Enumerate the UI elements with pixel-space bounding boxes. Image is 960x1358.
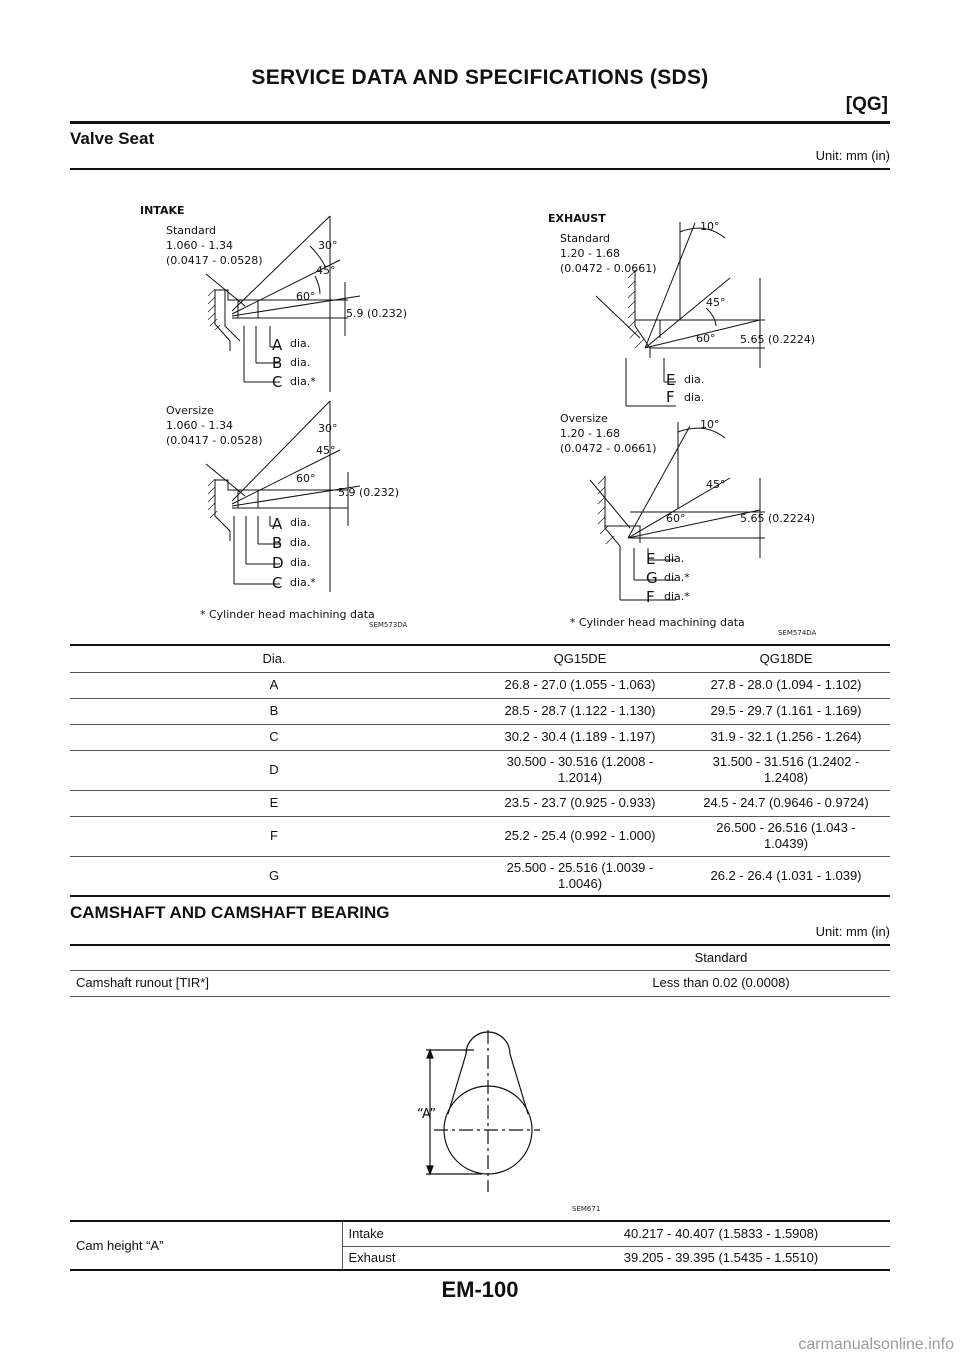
row-label: G <box>70 856 478 896</box>
svg-text:dia.: dia. <box>290 536 311 549</box>
row-value: 31.500 - 31.516 (1.2402 - 1.2408) <box>682 750 890 790</box>
svg-text:60°: 60° <box>666 512 686 525</box>
empty-cell <box>70 946 552 970</box>
page-number: EM-100 <box>441 1277 519 1302</box>
intake-fig-code: SEM573DA <box>369 621 408 629</box>
intake-angle-45: 45° <box>316 264 336 277</box>
cam-fig-code: SEM671 <box>572 1205 601 1213</box>
intake-valve-seat-figure <box>120 196 420 632</box>
row-value: Less than 0.02 (0.0008) <box>552 970 890 996</box>
row-label: Cam height “A” <box>70 1222 342 1270</box>
svg-text:C: C <box>272 373 283 391</box>
intake-oversize-range-in: (0.0417 - 0.0528) <box>166 434 263 447</box>
header-rule <box>70 121 890 124</box>
table-row <box>70 856 890 896</box>
row-value: 27.8 - 28.0 (1.094 - 1.102) <box>682 672 890 698</box>
row-sublabel: Exhaust <box>342 1246 552 1270</box>
row-value: 26.500 - 26.516 (1.043 - 1.0439) <box>682 816 890 856</box>
exhaust-oversize-depth: 5.65 (0.2224) <box>740 512 816 525</box>
row-value: 31.9 - 32.1 (1.256 - 1.264) <box>682 724 890 750</box>
row-value: 28.5 - 28.7 (1.122 - 1.130) <box>478 698 682 724</box>
row-value: 25.500 - 25.516 (1.0039 - 1.0046) <box>478 856 682 896</box>
intake-standard-range-in: (0.0417 - 0.0528) <box>166 254 263 267</box>
svg-text:F: F <box>666 388 675 406</box>
unit-label: Unit: mm (in) <box>815 148 890 163</box>
intake-oversize-depth: 5.9 (0.232) <box>338 486 400 499</box>
row-value: 39.205 - 39.395 (1.5435 - 1.5510) <box>552 1246 890 1270</box>
intake-dia-c: dia.* <box>290 375 316 388</box>
row-value: 29.5 - 29.7 (1.161 - 1.169) <box>682 698 890 724</box>
svg-text:dia.*: dia.* <box>664 590 690 603</box>
svg-text:B: B <box>272 534 283 552</box>
exhaust-oversize-label: Oversize <box>560 412 608 425</box>
row-value: 25.2 - 25.4 (0.992 - 1.000) <box>478 816 682 856</box>
intake-fig-note: * Cylinder head machining data <box>200 608 375 621</box>
svg-text:C: C <box>272 574 283 592</box>
intake-dia-b: dia. <box>290 356 311 369</box>
exhaust-standard-range-in: (0.0472 - 0.0661) <box>560 262 657 275</box>
valve-seat-table <box>70 646 890 897</box>
intake-angle-60: 60° <box>296 290 316 303</box>
table-row <box>70 816 890 856</box>
cam-a-label: “A” <box>417 1107 437 1122</box>
section-title-valve-seat: Valve Seat <box>70 129 155 148</box>
row-value: 26.2 - 26.4 (1.031 - 1.039) <box>682 856 890 896</box>
table-header-row <box>70 646 890 672</box>
cam-height-table <box>70 1222 890 1271</box>
intake-oversize-range: 1.060 - 1.34 <box>166 419 233 432</box>
row-label: F <box>70 816 478 856</box>
page-header-code: [QG] <box>845 94 888 115</box>
header-qg18de: QG18DE <box>682 646 890 672</box>
table-row <box>70 672 890 698</box>
svg-text:E: E <box>666 371 676 389</box>
table-row <box>70 750 890 790</box>
header-standard: Standard <box>552 946 890 970</box>
exhaust-valve-seat-figure <box>520 208 830 638</box>
svg-text:B: B <box>272 354 283 372</box>
row-value: 30.500 - 30.516 (1.2008 - 1.2014) <box>478 750 682 790</box>
table-row <box>70 698 890 724</box>
row-value: 40.217 - 40.407 (1.5833 - 1.5908) <box>552 1222 890 1246</box>
svg-text:A: A <box>272 336 283 354</box>
intake-standard-label: Standard <box>166 224 217 237</box>
table-row <box>70 970 890 996</box>
exhaust-angle-45: 45° <box>706 296 726 309</box>
table-row <box>70 1222 890 1246</box>
svg-text:dia.*: dia.* <box>664 571 690 584</box>
exhaust-fig-note: * Cylinder head machining data <box>570 616 745 629</box>
svg-text:dia.: dia. <box>290 516 311 529</box>
cam-height-figure <box>412 1024 612 1216</box>
exhaust-oversize-range-in: (0.0472 - 0.0661) <box>560 442 657 455</box>
header-qg15de: QG15DE <box>478 646 682 672</box>
row-value: 24.5 - 24.7 (0.9646 - 0.9724) <box>682 790 890 816</box>
exhaust-dia-f: dia. <box>684 391 705 404</box>
page-header-title: SERVICE DATA AND SPECIFICATIONS (SDS) <box>251 66 709 89</box>
svg-text:10°: 10° <box>700 418 720 431</box>
svg-text:A: A <box>272 515 283 533</box>
svg-text:dia.*: dia.* <box>290 576 316 589</box>
row-label: D <box>70 750 478 790</box>
svg-text:D: D <box>272 554 284 572</box>
intake-fig-title: INTAKE <box>140 204 185 217</box>
row-label: B <box>70 698 478 724</box>
row-sublabel: Intake <box>342 1222 552 1246</box>
row-value: 26.8 - 27.0 (1.055 - 1.063) <box>478 672 682 698</box>
svg-text:45°: 45° <box>316 444 336 457</box>
intake-oversize-label: Oversize <box>166 404 214 417</box>
camshaft-runout-table <box>70 946 890 997</box>
row-label: C <box>70 724 478 750</box>
exhaust-angle-60: 60° <box>696 332 716 345</box>
svg-text:45°: 45° <box>706 478 726 491</box>
exhaust-angle-10: 10° <box>700 220 720 233</box>
svg-text:E: E <box>646 550 656 568</box>
svg-text:60°: 60° <box>296 472 316 485</box>
exhaust-fig-title: EXHAUST <box>548 212 606 225</box>
intake-dia-a: dia. <box>290 337 311 350</box>
watermark-link[interactable]: carmanualsonline.info <box>798 1336 954 1353</box>
intake-angle-30: 30° <box>318 239 338 252</box>
row-value: 23.5 - 23.7 (0.925 - 0.933) <box>478 790 682 816</box>
intake-standard-range: 1.060 - 1.34 <box>166 239 233 252</box>
row-label: A <box>70 672 478 698</box>
exhaust-depth: 5.65 (0.2224) <box>740 333 816 346</box>
svg-text:dia.: dia. <box>664 552 685 565</box>
row-label: E <box>70 790 478 816</box>
exhaust-dia-e: dia. <box>684 373 705 386</box>
section-rule <box>70 168 890 170</box>
header-dia: Dia. <box>70 646 478 672</box>
svg-text:30°: 30° <box>318 422 338 435</box>
exhaust-fig-code: SEM574DA <box>778 629 817 637</box>
svg-text:dia.: dia. <box>290 556 311 569</box>
exhaust-oversize-range: 1.20 - 1.68 <box>560 427 620 440</box>
table-row <box>70 724 890 750</box>
row-value: 30.2 - 30.4 (1.189 - 1.197) <box>478 724 682 750</box>
section-title-camshaft: CAMSHAFT AND CAMSHAFT BEARING <box>70 903 390 922</box>
table-row <box>70 790 890 816</box>
svg-text:F: F <box>646 588 655 606</box>
unit-label: Unit: mm (in) <box>815 924 890 939</box>
intake-depth: 5.9 (0.232) <box>346 307 408 320</box>
exhaust-standard-range: 1.20 - 1.68 <box>560 247 620 260</box>
svg-text:G: G <box>646 569 658 587</box>
exhaust-standard-label: Standard <box>560 232 611 245</box>
table-header-row <box>70 946 890 970</box>
row-label: Camshaft runout [TIR*] <box>70 970 552 996</box>
